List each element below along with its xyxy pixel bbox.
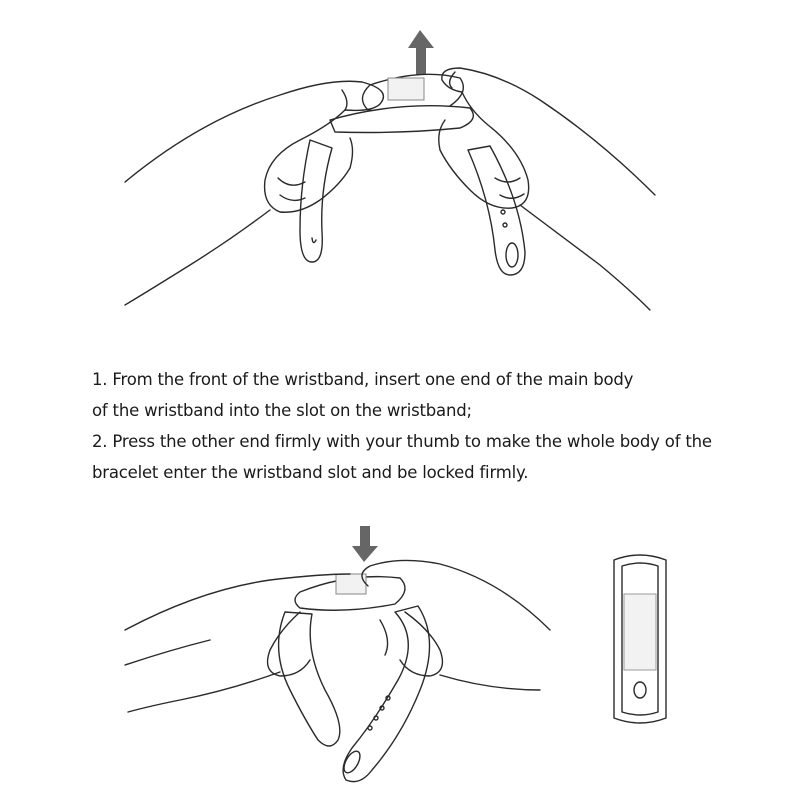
step-one-illustration [0,0,800,330]
left-hand [125,81,383,305]
tracker-capsule [330,74,473,132]
right-hand [439,68,655,310]
instruction-line-2: of the wristband into the slot on the wristband; [92,401,472,420]
instruction-line-4: bracelet enter the wristband slot and be locked firmly. [92,463,529,482]
instruction-line-3: 2. Press the other end firmly with your thumb to make the whole body of the [92,432,712,451]
arrow-down-icon [352,526,378,562]
instruction-line-1: 1. From the front of the wristband, insert one end of the main body [92,370,634,389]
finished-band [614,555,666,723]
tracker-capsule [295,574,405,610]
instructions-text [92,364,772,488]
wristband-strap [279,606,430,782]
wristband-strap [300,140,525,275]
step-two-illustration [0,505,800,800]
arrow-up-icon [408,30,434,78]
